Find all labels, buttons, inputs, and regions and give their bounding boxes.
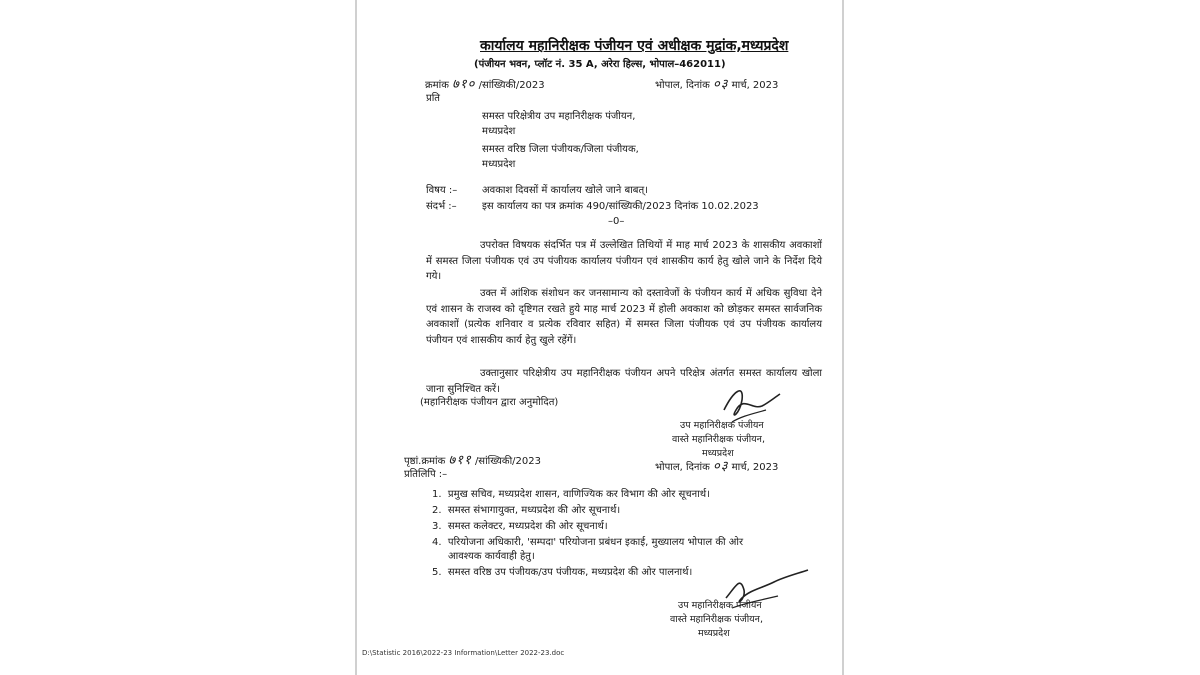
endorsement-number-handwritten: ७११ [448, 453, 472, 468]
scan-right-edge [842, 0, 844, 675]
copy-item: 5. समस्त वरिष्ठ उप पंजीयक/उप पंजीयक, मध्यप्रदेश की ओर पालनार्थ। [432, 567, 693, 578]
separator: –0– [608, 216, 625, 227]
prati-label: प्रति [426, 93, 440, 104]
copy-item: 3. समस्त कलेक्टर, मध्यप्रदेश की ओर सूचनार्थ। [432, 521, 608, 532]
body-paragraph-1: उपरोक्त विषयक संदर्भित पत्र में उल्लेखित तिथियों में माह मार्च 2023 के शासकीय अवकाशों में समस्त जिला पंजीयक एवं उप पंजीयक कार्यालय पंजीयन एवं शासकीय कार्य हेतु खोले जाने के निर्देश दिये गये। [426, 240, 822, 282]
recipient-line: समस्त परिक्षेत्रीय उप महानिरीक्षक पंजीयन, [482, 111, 636, 122]
subject-text: अवकाश दिवसों में कार्यालय खोले जाने बाबत्। [482, 185, 648, 196]
file-path-footer: D:\Statistic 2016\2022-23 Information\Letter 2022-23.doc [362, 649, 565, 657]
endorsement-date-label: भोपाल, दिनांक [655, 462, 710, 473]
signature-block-2-line: मध्यप्रदेश [698, 628, 730, 639]
copy-item: 4. परियोजना अधिकारी, 'सम्पदा' परियोजना प्रबंधन इकाई, मुख्यालय भोपाल की ओर [432, 537, 744, 548]
signature-block-line: उप महानिरीक्षक पंजीयन [680, 420, 764, 431]
subject-label: विषय :– [426, 185, 458, 196]
office-header-address: (पंजीयन भवन, प्लॉट नं. 35 A, अरेरा हिल्स, भोपाल–462011) [474, 59, 726, 70]
date-suffix: मार्च, 2023 [731, 80, 779, 91]
ref-label: क्रमांक [425, 80, 449, 91]
endorsement-date-day-handwritten: ०३ [712, 459, 729, 474]
body-paragraph-2: उक्त में आंशिक संशोधन कर जनसामान्य को दस्तावेजों के पंजीयन कार्य में अधिक सुविधा देने एवं शासन के राजस्व को दृष्टिगत रखते हुये माह मार्च 2023 में होली अवकाश को छोड़कर समस्त सार्वजनिक अवकाशों (प्रत्येक शनिवार व प्रत्येक रविवार सहित) में समस्त जिला पंजीयक एवं उप पंजीयक कार्यालय पंजीयन एवं शासकीय कार्य हेतु खुले रहेंगें। [426, 288, 822, 346]
recipient-line: समस्त वरिष्ठ जिला पंजीयक/जिला पंजीयक, [482, 144, 639, 155]
ref-suffix: /सांख्यिकी/2023 [478, 80, 545, 91]
reference-text: इस कार्यालय का पत्र क्रमांक 490/सांख्यिकी/2023 दिनांक 10.02.2023 [482, 201, 759, 212]
copy-item: 1. प्रमुख सचिव, मध्यप्रदेश शासन, वाणिज्यिक कर विभाग की ओर सूचनार्थ। [432, 489, 710, 500]
approval-note: (महानिरीक्षक पंजीयन द्वारा अनुमोदित) [420, 397, 559, 408]
signature-block-2-line: वास्ते महानिरीक्षक पंजीयन, [670, 614, 763, 625]
endorsement-suffix: /सांख्यिकी/2023 [474, 456, 541, 467]
body-paragraph-3: उक्तानुसार परिक्षेत्रीय उप महानिरीक्षक पंजीयन अपने परिक्षेत्र अंतर्गत समस्त कार्यालय खोला जाना सुनिश्चित करें। [426, 368, 822, 395]
date-day-handwritten: ०३ [712, 77, 729, 92]
signature-block-line: मध्यप्रदेश [702, 448, 734, 459]
recipient-line: मध्यप्रदेश [482, 159, 516, 170]
office-header-title: कार्यालय महानिरीक्षक पंजीयन एवं अधीक्षक मुद्रांक,मध्यप्रदेश [480, 38, 789, 54]
ref-number-handwritten: ७१० [452, 77, 476, 92]
copy-item: 2. समस्त संभागायुक्त, मध्यप्रदेश की ओर सूचनार्थ। [432, 505, 621, 516]
endorsement-date-line [655, 460, 778, 475]
signature-block-2-line: उप महानिरीक्षक पंजीयन [678, 600, 762, 611]
endorsement-label: पृष्ठां.क्रमांक [404, 456, 446, 467]
reference-label: संदर्भ :– [426, 201, 457, 212]
copy-label: प्रतिलिपि :– [404, 469, 448, 480]
ref-line [425, 78, 545, 93]
endorsement-line [404, 454, 541, 469]
signature-block-line: वास्ते महानिरीक्षक पंजीयन, [672, 434, 765, 445]
copy-item-continuation: आवश्यक कार्यवाही हेतु। [448, 551, 535, 562]
recipient-line: मध्यप्रदेश [482, 126, 516, 137]
date-label: भोपाल, दिनांक [655, 80, 710, 91]
scan-left-edge [355, 0, 357, 675]
letter-page [360, 0, 840, 675]
endorsement-date-suffix: मार्च, 2023 [731, 462, 779, 473]
date-line [655, 78, 778, 93]
